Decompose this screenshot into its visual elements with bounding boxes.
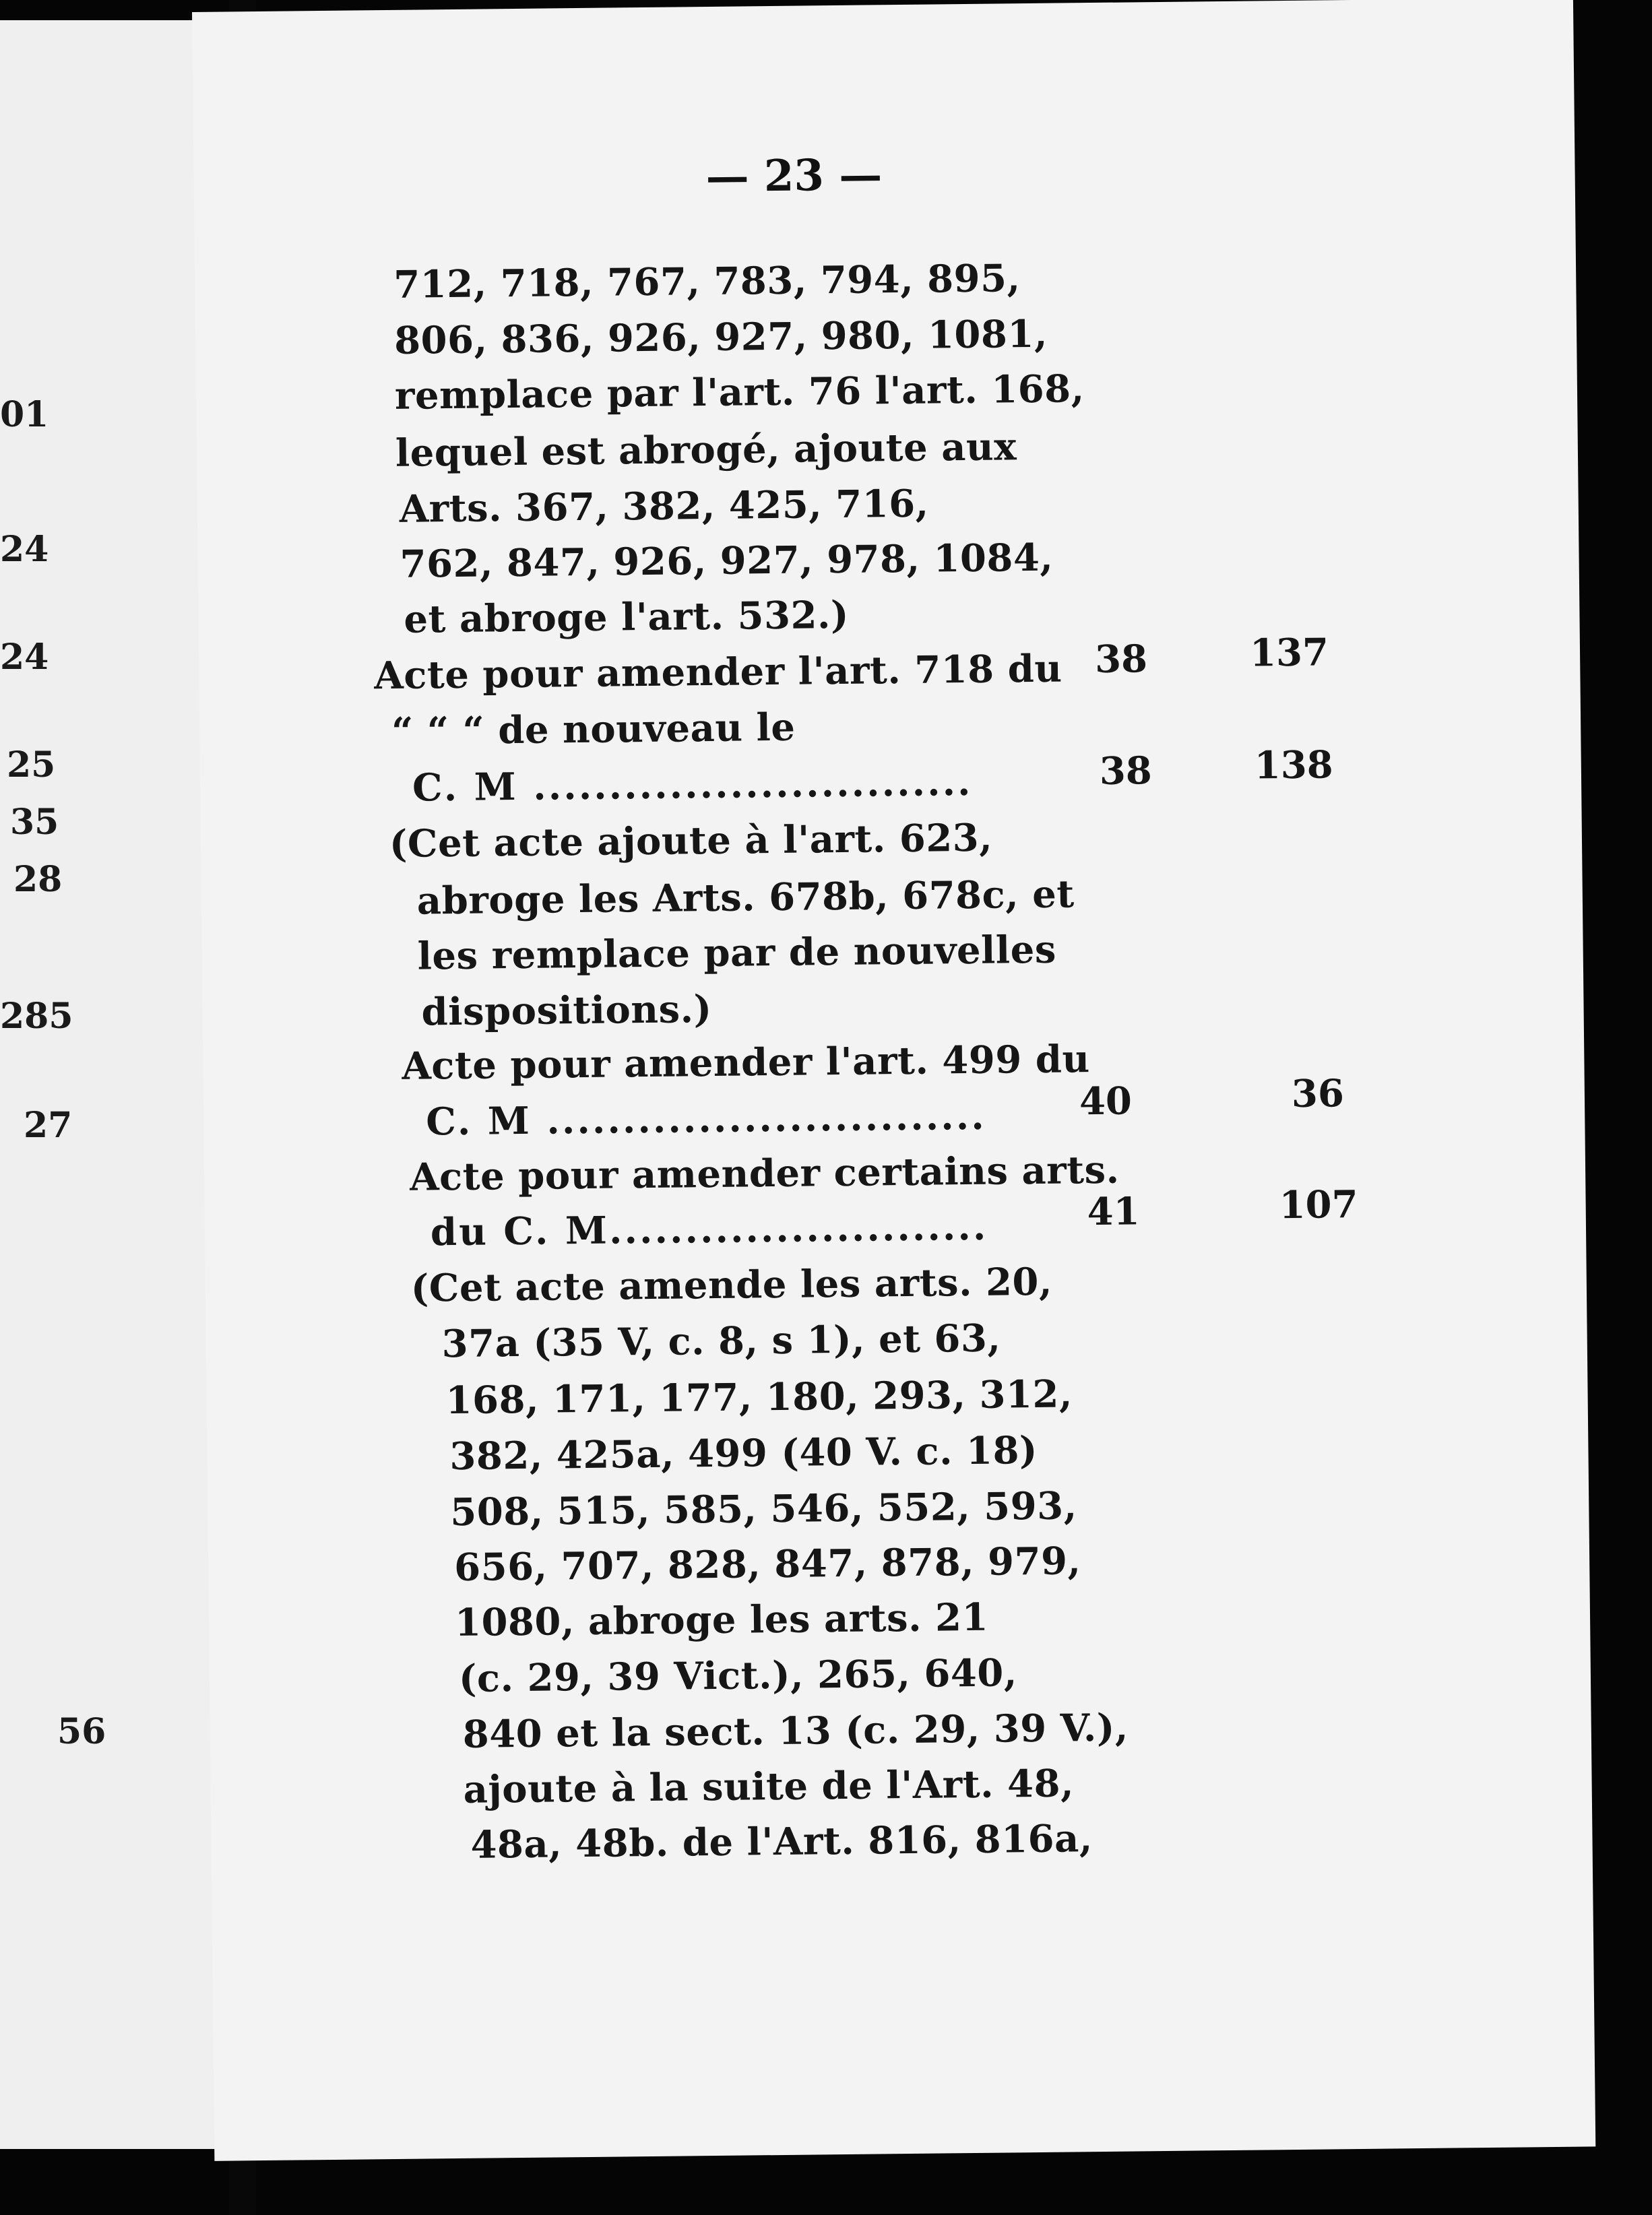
text-line: (Cet acte amende les arts. 20,	[410, 1259, 1053, 1311]
left-page-number: 35	[10, 802, 59, 843]
text-line: lequel est abrogé, ajoute aux	[395, 424, 1017, 476]
text-line: abroge les Arts. 678b, 678c, et	[416, 872, 1075, 924]
entry-title: Acte pour amender certains arts.	[409, 1147, 1120, 1200]
left-page-number: 24	[0, 529, 49, 570]
text-line: 37a (35 V, c. 8, s 1), et 63,	[441, 1316, 1001, 1367]
entry-title: Acte pour amender l'art. 499 du	[402, 1037, 1090, 1089]
left-page-number: 24	[0, 637, 49, 678]
text-line: (Cet acte ajoute à l'art. 623,	[389, 815, 993, 866]
text-line: 840 et la sect. 13 (c. 29, 39 V.),	[462, 1705, 1129, 1757]
text-line: 712, 718, 767, 783, 794, 895,	[393, 256, 1021, 307]
text-line: et abroge l'art. 532.)	[404, 592, 850, 642]
left-page-number: 25	[7, 744, 56, 785]
ref-page: 138	[1254, 742, 1334, 788]
right-page	[192, 0, 1595, 2161]
text-line: 382, 425a, 499 (40 V. c. 18)	[449, 1427, 1038, 1479]
left-page-number: 28	[13, 859, 63, 900]
text-line: 656, 707, 828, 847, 878, 979,	[453, 1539, 1081, 1591]
ref-volume: 38	[1099, 748, 1153, 794]
text-line: remplace par l'art. 76 l'art. 168,	[394, 366, 1085, 418]
left-page-number: 01	[0, 394, 49, 435]
text-line: du C. M.........................	[430, 1204, 988, 1255]
text-line: C. M .............................	[425, 1093, 987, 1145]
text-line: C. M .............................	[412, 759, 973, 810]
text-line: les remplace par de nouvelles	[417, 927, 1057, 979]
text-line: “ “ “ de nouveau le	[391, 705, 796, 754]
text-line: (c. 29, 39 Vict.), 265, 640,	[458, 1650, 1018, 1701]
text-line: Arts. 367, 382, 425, 716,	[399, 481, 929, 532]
page-number: — 23 —	[705, 150, 883, 203]
text-line: 508, 515, 585, 546, 552, 593,	[449, 1483, 1077, 1535]
left-page	[0, 20, 229, 2149]
left-page-number: 27	[24, 1105, 73, 1146]
text-line: 806, 836, 926, 927, 980, 1081,	[393, 311, 1048, 363]
entry-title: Acte pour amender l'art. 718 du	[373, 646, 1062, 699]
left-page-number: 285	[0, 996, 73, 1037]
ref-page: 107	[1279, 1182, 1358, 1228]
left-page-number: 56	[57, 1711, 106, 1752]
ref-volume: 38	[1094, 637, 1148, 682]
text-line: 48a, 48b. de l'Art. 816, 816a,	[470, 1816, 1093, 1867]
text-line: 168, 171, 177, 180, 293, 312,	[445, 1372, 1073, 1423]
text-line: 1080, abroge les arts. 21	[454, 1595, 989, 1646]
text-line: ajoute à la suite de l'Art. 48,	[463, 1761, 1075, 1812]
text-line: dispositions.)	[421, 987, 712, 1035]
ref-page: 36	[1291, 1071, 1345, 1116]
ref-volume: 41	[1087, 1189, 1141, 1235]
ref-page: 137	[1249, 630, 1329, 676]
text-line: 762, 847, 926, 927, 978, 1084,	[400, 535, 1054, 587]
ref-volume: 40	[1079, 1079, 1133, 1124]
